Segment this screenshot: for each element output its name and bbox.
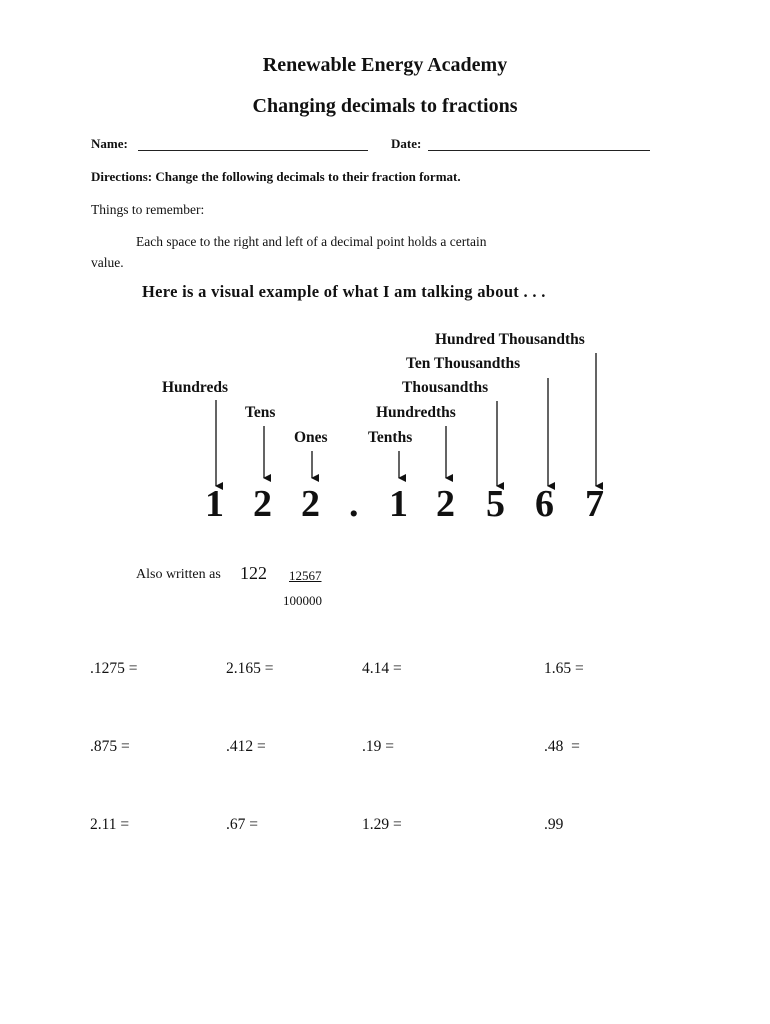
label-ones: Ones [294,429,328,446]
digit-ten-thousandths: 6 [535,483,554,525]
digit-tenths: 1 [389,483,408,525]
explanation-line-2: value. [91,255,124,270]
problem-1-3: 4.14 = [362,660,402,677]
label-tens: Tens [245,404,276,421]
problem-3-3: 1.29 = [362,816,402,833]
label-ten-thousandths: Ten Thousandths [406,355,521,372]
problem-2-2: .412 = [226,738,266,755]
decimal-point: . [349,483,359,525]
digit-hundreds: 1 [205,483,224,525]
fraction-denominator: 100000 [283,593,322,608]
visual-example-heading: Here is a visual example of what I am talking about . . . [142,282,546,301]
problem-2-4: .48 = [544,738,580,755]
page-title: Changing decimals to fractions [252,95,518,117]
digit-ones: 2 [301,483,320,525]
name-label: Name: [91,136,128,151]
fraction-numerator: 12567 [289,568,322,583]
problem-1-1: .1275 = [90,660,138,677]
problem-3-4: .99 [544,816,564,833]
academy-title: Renewable Energy Academy [262,54,508,76]
digit-tens: 2 [253,483,272,525]
problem-1-4: 1.65 = [544,660,584,677]
label-tenths: Tenths [368,429,413,446]
label-hundredths: Hundredths [376,404,456,421]
label-hundred-thousandths: Hundred Thousandths [435,331,585,348]
also-written-label: Also written as [136,567,221,582]
problem-2-3: .19 = [362,738,394,755]
problem-1-2: 2.165 = [226,660,274,677]
digit-hundredths: 2 [436,483,455,525]
digit-hundred-thousandths: 7 [585,483,604,525]
remember-label: Things to remember: [91,202,205,217]
label-thousandths: Thousandths [402,379,489,396]
mixed-number-whole: 122 [240,563,267,583]
directions-text: Directions: Change the following decimals to their fraction format. [91,169,461,184]
explanation-line-1: Each space to the right and left of a decimal point holds a certain [136,234,487,249]
problem-3-1: 2.11 = [90,816,130,833]
problem-2-1: .875 = [90,738,130,755]
label-hundreds: Hundreds [162,379,229,396]
date-label: Date: [391,136,422,151]
digit-thousandths: 5 [486,483,505,525]
problem-3-2: .67 = [226,816,258,833]
